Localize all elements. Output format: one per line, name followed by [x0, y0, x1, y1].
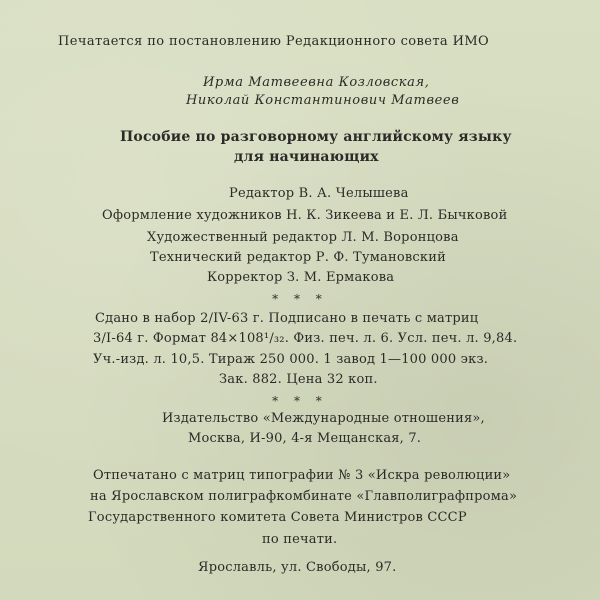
separator-2: * * * [272, 394, 328, 408]
credit-design: Оформление художников Н. К. Зикеева и Е. Л. Бычковой [102, 208, 508, 223]
publisher-line-1: Издательство «Международные отношения», [162, 411, 485, 426]
publication-line-1: Сдано в набор 2/IV-63 г. Подписано в печать с матриц [95, 311, 479, 326]
printer-line-5: Ярославль, ул. Свободы, 97. [198, 560, 397, 575]
separator-1: * * * [272, 292, 328, 306]
publication-line-4: Зак. 882. Цена 32 коп. [219, 372, 378, 387]
publisher-line-2: Москва, И-90, 4-я Мещанская, 7. [188, 431, 422, 446]
publication-line-3: Уч.-изд. л. 10,5. Тираж 250 000. 1 завод 1—100 000 экз. [93, 352, 489, 367]
printer-line-4: по печати. [262, 532, 338, 547]
credit-proofreader: Корректор З. М. Ермакова [207, 270, 395, 285]
printer-line-3: Государственного комитета Совета Министров СССР [88, 510, 467, 525]
credit-tech-editor: Технический редактор Р. Ф. Тумановский [150, 250, 446, 265]
author-2: Николай Константинович Матвеев [186, 93, 460, 108]
printer-line-2: на Ярославском полиграфкомбинате «Главполиграфпрома» [90, 489, 518, 504]
book-title-line-2: для начинающих [234, 149, 379, 165]
book-title-line-1: Пособие по разговорному английскому языку [120, 129, 512, 145]
publication-line-2: 3/I-64 г. Формат 84×108¹/₃₂. Физ. печ. л. 6. Усл. печ. л. 9,84. [93, 331, 518, 346]
author-1: Ирма Матвеевна Козловская, [203, 75, 430, 90]
credit-art-editor: Художественный редактор Л. М. Воронцова [147, 230, 459, 245]
printer-line-1: Отпечатано с матриц типографии № 3 «Искра революции» [93, 468, 511, 483]
printing-authorization-line: Печатается по постановлению Редакционного совета ИМО [58, 34, 490, 49]
credit-editor: Редактор В. А. Челышева [229, 186, 409, 201]
